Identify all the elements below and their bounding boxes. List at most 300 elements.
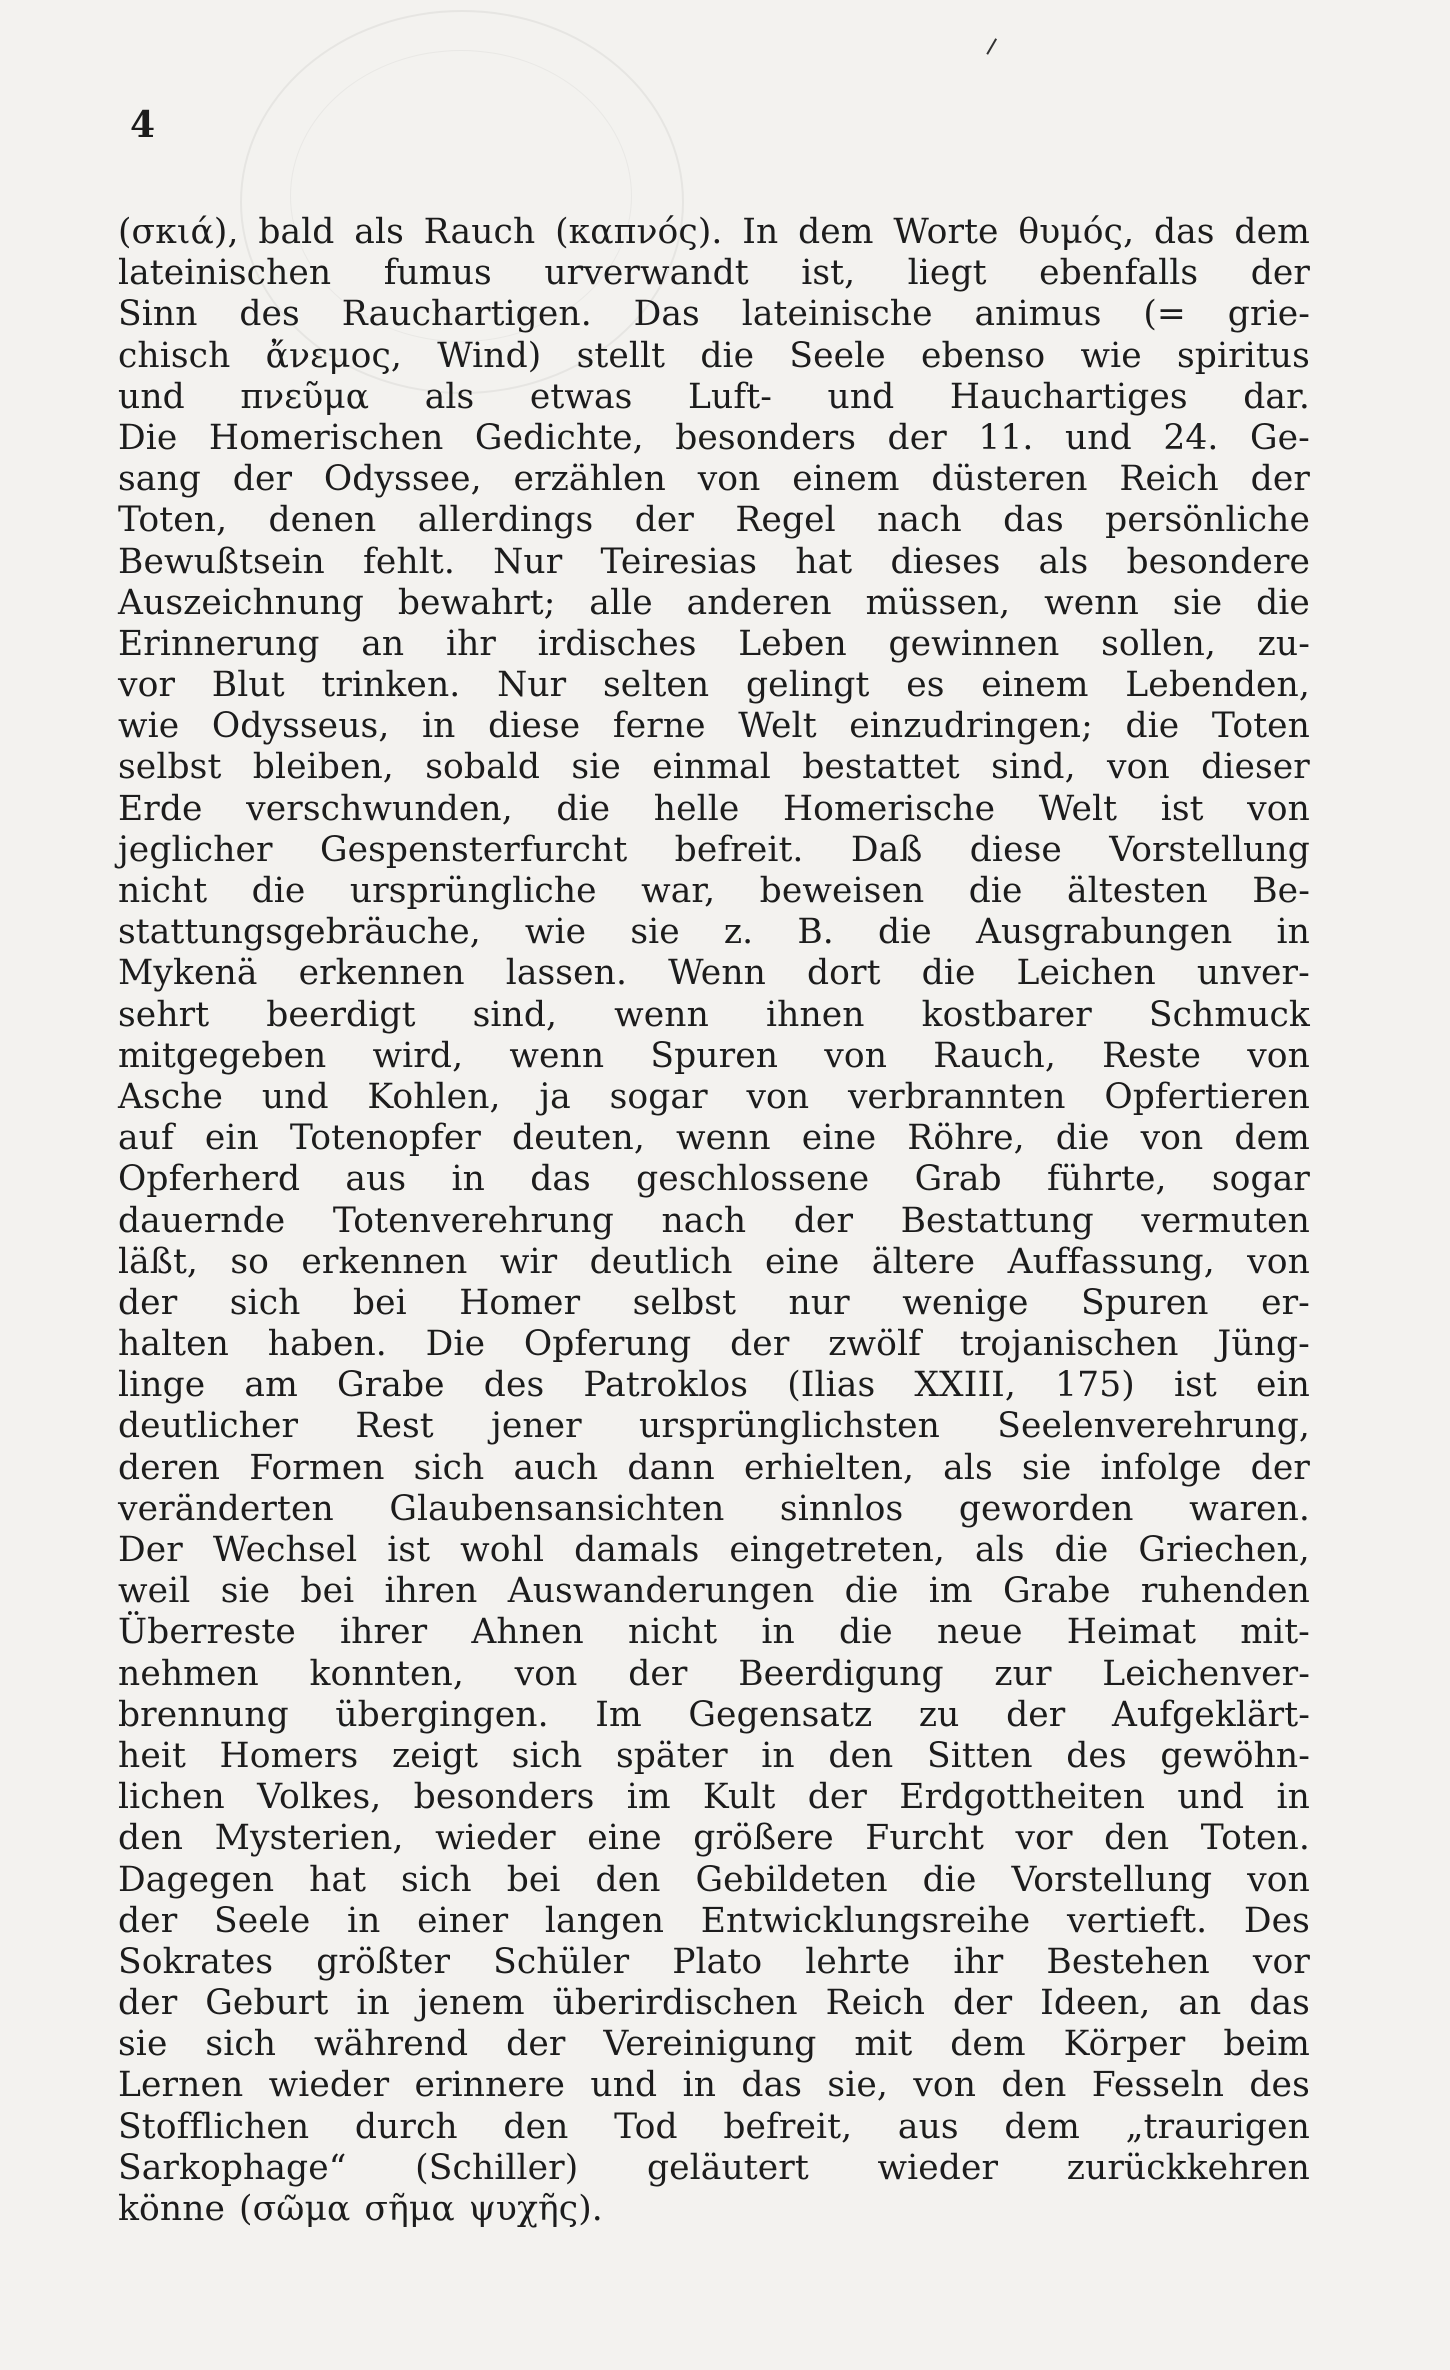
word: von <box>514 1653 578 1694</box>
word: irdisches <box>537 623 697 664</box>
word: und <box>827 376 895 417</box>
word: Seele <box>213 1900 311 1941</box>
text-line <box>118 1159 1310 1200</box>
word: langen <box>544 1900 665 1941</box>
word: die <box>1256 582 1310 623</box>
word: Patroklos <box>583 1365 749 1406</box>
word: die <box>844 1571 899 1612</box>
word: Tod <box>614 2106 678 2147</box>
word: ihr <box>953 1941 1004 1982</box>
word: z. <box>723 912 754 953</box>
word: ein <box>1255 1365 1310 1406</box>
word: spiritus <box>1176 335 1310 376</box>
word: bestattet <box>802 747 960 788</box>
word: jenem <box>417 1983 525 2024</box>
word: von <box>697 459 761 500</box>
text-line <box>118 583 1310 624</box>
word: Überreste <box>118 1612 296 1653</box>
word: eine <box>587 1818 662 1859</box>
word: Vorstellung <box>1109 829 1310 870</box>
word: Sinn <box>118 294 198 335</box>
word: an <box>1178 1983 1222 2024</box>
text-line <box>118 1777 1310 1818</box>
word: der <box>730 1324 790 1365</box>
word: das <box>741 2065 803 2106</box>
word: und <box>590 2065 658 2106</box>
word: In <box>742 212 779 252</box>
word: von <box>1247 1241 1310 1282</box>
word: den <box>118 1818 184 1859</box>
word: in <box>761 1735 795 1776</box>
word: ebenso <box>921 335 1046 376</box>
word: aus <box>345 1159 407 1200</box>
word: eine <box>764 1241 840 1282</box>
word: unver- <box>1196 953 1310 994</box>
word: Gedichte, <box>474 417 644 458</box>
word: Volkes, <box>257 1777 382 1818</box>
word: und <box>261 1076 329 1117</box>
word: deutlicher <box>118 1406 299 1447</box>
word: helle <box>653 788 740 829</box>
word: veränderten <box>118 1488 334 1529</box>
word: den <box>1104 1818 1170 1859</box>
word: Luft- <box>688 376 772 417</box>
word: sogar <box>1211 1159 1310 1200</box>
word: Wechsel <box>212 1530 358 1570</box>
word: der <box>887 417 947 458</box>
word: Seelenverehrung, <box>997 1406 1310 1447</box>
word: selbst <box>632 1282 737 1323</box>
word: sie <box>1021 1447 1072 1488</box>
word: die <box>251 871 306 911</box>
word: als <box>424 376 475 417</box>
word: Asche <box>118 1076 224 1117</box>
word: B. <box>797 912 834 953</box>
word: sie <box>220 1571 271 1612</box>
word: beim <box>1223 2024 1310 2065</box>
word: verschwunden, <box>246 788 513 829</box>
text-line <box>118 500 1310 541</box>
word: Rauch, <box>933 1035 1056 1076</box>
text-line <box>118 789 1310 830</box>
text-line <box>118 294 1310 335</box>
word: lateinischen <box>118 253 332 294</box>
word: ja <box>539 1076 571 1117</box>
word: die <box>1054 1530 1109 1570</box>
word: eingetreten, <box>729 1530 945 1570</box>
word: in <box>761 1612 795 1653</box>
word: ursprüngliche <box>349 871 597 911</box>
word: bei <box>300 1571 355 1612</box>
text-line <box>118 1365 1310 1406</box>
word: der <box>1250 1447 1310 1488</box>
word: von <box>824 1035 888 1076</box>
word: vertieft. <box>1066 1900 1208 1941</box>
word: weil <box>118 1571 191 1612</box>
word: gewöhn- <box>1160 1735 1310 1776</box>
word: ferne <box>612 706 706 747</box>
word: Kult <box>702 1777 776 1818</box>
word: ihr <box>445 623 496 664</box>
word: wenn <box>509 1035 605 1076</box>
word: bei <box>506 1859 561 1900</box>
word: der <box>952 1983 1013 2024</box>
word: Auswanderungen <box>507 1571 815 1612</box>
word: (σῶμα <box>239 2189 351 2229</box>
word: Furcht <box>865 1818 984 1859</box>
word: dem <box>1234 1118 1310 1159</box>
word: infolge <box>1100 1447 1222 1488</box>
word: Des <box>1243 1900 1310 1941</box>
word: geworden <box>958 1488 1134 1529</box>
word: θυμός, <box>1018 212 1135 252</box>
word: kostbarer <box>921 994 1092 1035</box>
word: Vereinigung <box>603 2024 817 2065</box>
word: ist <box>1160 788 1204 829</box>
word: Erdgottheiten <box>899 1777 1146 1818</box>
word: zu <box>918 1694 960 1735</box>
word: Körper <box>1063 2024 1186 2065</box>
word: Im <box>595 1694 642 1735</box>
word: besonders <box>675 417 857 458</box>
word: ihren <box>384 1571 478 1612</box>
word: der <box>1006 1694 1066 1735</box>
word: geläutert <box>646 2147 809 2188</box>
word: düsteren <box>931 459 1088 500</box>
word: erinnere <box>414 2065 566 2106</box>
word: vor <box>118 665 176 706</box>
word: animus <box>974 294 1102 335</box>
word: Dagegen <box>118 1859 275 1900</box>
text-line <box>118 1036 1310 1077</box>
word: 175) <box>1055 1365 1135 1406</box>
word: sinnlos <box>779 1488 904 1529</box>
word: nach <box>661 1200 747 1241</box>
word: Homers <box>219 1735 359 1776</box>
word: müssen, <box>865 582 1011 623</box>
word: Opferung <box>523 1324 692 1365</box>
word: vor <box>1015 1818 1073 1859</box>
word: wird, <box>372 1035 464 1076</box>
word: sie <box>118 2024 168 2065</box>
text-line <box>118 1448 1310 1489</box>
word: nehmen <box>118 1653 259 1694</box>
word: (= <box>1143 294 1186 335</box>
word: sich <box>401 1859 472 1900</box>
word: sobald <box>425 747 541 788</box>
word: und <box>1064 417 1132 458</box>
word: hat <box>309 1859 367 1900</box>
word: Gebildeten <box>695 1859 888 1900</box>
word: Sokrates <box>118 1941 274 1982</box>
word: des <box>1249 2065 1310 2106</box>
word: von <box>746 1076 810 1117</box>
word: wie <box>1080 335 1142 376</box>
word: übergingen. <box>335 1694 549 1735</box>
word: Lebenden, <box>1125 665 1310 706</box>
word: gelingt <box>746 665 870 706</box>
word: im <box>626 1777 671 1818</box>
word: einer <box>417 1900 509 1941</box>
page-number: 4 <box>130 104 156 146</box>
pencil-mark <box>986 38 1005 60</box>
word: Ideen, <box>1040 1983 1151 2024</box>
word: im <box>928 1571 973 1612</box>
word: am <box>244 1365 298 1406</box>
word: als <box>1038 541 1089 582</box>
word: der <box>118 1900 178 1941</box>
word: befreit, <box>723 2106 853 2147</box>
word: bewahrt; <box>397 582 556 623</box>
word: Schmuck <box>1148 994 1310 1035</box>
text-line <box>118 912 1310 953</box>
word: das <box>1153 212 1215 252</box>
word: wieder <box>877 2147 999 2188</box>
word: Opfertieren <box>1104 1076 1310 1117</box>
word: die <box>877 912 932 953</box>
word: ihrer <box>340 1612 428 1653</box>
word: urverwandt <box>544 253 749 294</box>
word: Teiresias <box>600 541 758 582</box>
word: halten <box>118 1324 229 1365</box>
word: Gespensterfurcht <box>319 829 628 870</box>
text-line <box>118 542 1310 583</box>
word: wieder <box>435 1818 556 1859</box>
word: Rauchartigen. <box>341 294 592 335</box>
word: Auszeichnung <box>118 582 364 623</box>
word: der <box>628 1653 688 1694</box>
word: beerdigt <box>266 994 416 1035</box>
word: Odysseus, <box>211 706 390 747</box>
word: damals <box>574 1530 700 1570</box>
word: erhielten, <box>743 1447 915 1488</box>
word: Reich <box>1119 459 1219 500</box>
word: jeglicher <box>118 829 273 870</box>
word: Rauch <box>423 212 536 252</box>
text-line <box>118 1489 1310 1530</box>
word: wenige <box>902 1282 1029 1323</box>
word: Spuren <box>1080 1282 1209 1323</box>
word: Bestattung <box>900 1200 1094 1241</box>
word: der <box>1250 253 1310 294</box>
word: deuten, <box>512 1118 645 1159</box>
word: Heimat <box>1066 1612 1197 1653</box>
word: persönliche <box>1105 500 1310 541</box>
word: ruhenden <box>1140 1571 1310 1612</box>
word: die <box>838 1612 893 1653</box>
body-text <box>118 212 1310 2230</box>
text-line <box>118 665 1310 706</box>
word: bleiben, <box>252 747 394 788</box>
word: Gegensatz <box>688 1694 873 1735</box>
word: Hauchartiges <box>949 376 1188 417</box>
word: als <box>354 212 404 252</box>
word: Nur <box>493 541 563 582</box>
word: „traurigen <box>1125 2106 1310 2147</box>
word: war, <box>641 871 716 911</box>
word: nicht <box>118 871 208 911</box>
word: befreit. <box>674 829 804 870</box>
word: läßt, <box>118 1241 198 1282</box>
text-line <box>118 1860 1310 1901</box>
word: größter <box>316 1941 451 1982</box>
word: dem <box>1004 2106 1080 2147</box>
word: lassen. <box>505 953 628 994</box>
word: der <box>1250 459 1310 500</box>
word: Seele <box>789 335 886 376</box>
word: Wind) <box>437 335 542 376</box>
word: Leichenver- <box>1102 1653 1310 1694</box>
word: erzählen <box>513 459 666 500</box>
word: ein <box>204 1118 259 1159</box>
word: gewinnen <box>888 623 1060 664</box>
word: Nur <box>497 665 567 706</box>
word: Stofflichen <box>118 2106 310 2147</box>
word: konnten, <box>309 1653 464 1694</box>
word: dar. <box>1243 376 1310 417</box>
word: Ge- <box>1249 417 1310 458</box>
word: liegt <box>907 253 987 294</box>
word: diese <box>969 829 1062 870</box>
text-line <box>118 2107 1310 2148</box>
word: durch <box>354 2106 458 2147</box>
word: nicht <box>628 1612 718 1653</box>
word: des <box>1066 1735 1127 1776</box>
word: auf <box>118 1118 174 1159</box>
word: Opferherd <box>118 1159 301 1200</box>
word: die <box>921 953 976 994</box>
word: so <box>230 1241 270 1282</box>
word: Spuren <box>650 1035 779 1076</box>
word: in <box>682 2065 717 2106</box>
word: es <box>906 665 945 706</box>
word: Leichen <box>1016 953 1156 994</box>
word: stattungsgebräuche, <box>118 912 481 953</box>
word: Daß <box>850 829 923 870</box>
word: chisch <box>118 335 231 376</box>
text-line <box>118 1530 1310 1571</box>
word: einzudringen; <box>849 706 1093 747</box>
word: Mysterien, <box>214 1818 404 1859</box>
word: Schüler <box>493 1941 630 1982</box>
word: sie, <box>827 2065 888 2106</box>
word: Ausgrabungen <box>975 912 1233 953</box>
text-line <box>118 1406 1310 1447</box>
word: wenn <box>675 1118 771 1159</box>
word: dann <box>627 1447 715 1488</box>
word: dort <box>807 953 881 994</box>
word: jener <box>491 1406 582 1447</box>
text-line <box>118 1283 1310 1324</box>
word: besonders <box>413 1777 595 1818</box>
word: der <box>634 500 694 541</box>
word: haben. <box>267 1324 387 1365</box>
word: Die <box>425 1324 486 1365</box>
word: deren <box>118 1447 221 1488</box>
word: überirdischen <box>552 1983 798 2024</box>
word: den <box>595 1859 661 1900</box>
word: mit <box>854 2024 913 2065</box>
word: lehrte <box>805 1941 911 1982</box>
word: von <box>913 2065 977 2106</box>
word: sie <box>1172 582 1223 623</box>
word: ἄνεμος, <box>265 335 402 376</box>
word: Aufgeklärt- <box>1111 1694 1310 1735</box>
word: zurückkehren <box>1066 2147 1310 2188</box>
text-line <box>118 2065 1310 2106</box>
word: wir <box>499 1241 558 1282</box>
word: Formen <box>249 1447 385 1488</box>
word: diese <box>488 706 581 747</box>
text-line <box>118 377 1310 418</box>
word: (καπνός). <box>555 212 723 252</box>
word: Welt <box>738 706 817 747</box>
word: Bewußtsein <box>118 541 325 582</box>
word: später <box>615 1735 728 1776</box>
text-line <box>118 1983 1310 2024</box>
word: erkennen <box>301 1241 468 1282</box>
word: Erinnerung <box>118 623 320 664</box>
text-line <box>118 418 1310 459</box>
word: XXIII, <box>914 1365 1016 1406</box>
word: (Schiller) <box>415 2147 579 2188</box>
word: Ahnen <box>471 1612 584 1653</box>
text-line <box>118 624 1310 665</box>
word: auch <box>513 1447 599 1488</box>
word: in <box>1276 1777 1310 1818</box>
word: von <box>1140 1118 1204 1159</box>
word: das <box>530 1159 591 1200</box>
word: sind, <box>472 994 558 1035</box>
word: Wenn <box>668 953 766 994</box>
word: dem <box>798 212 874 252</box>
word: dauernde <box>118 1200 286 1241</box>
text-line <box>118 253 1310 294</box>
text-line <box>118 1942 1310 1983</box>
word: Vorstellung <box>1011 1859 1213 1900</box>
word: das <box>1003 500 1064 541</box>
word: der <box>807 1777 868 1818</box>
word: der <box>793 1200 854 1241</box>
text-line <box>118 1818 1310 1859</box>
word: das <box>1249 1983 1310 2024</box>
text-line <box>118 336 1310 377</box>
word: zur <box>994 1653 1052 1694</box>
word: Totenverehrung <box>332 1200 614 1241</box>
word: von <box>1107 747 1170 788</box>
word: als <box>974 1530 1025 1570</box>
word: sehrt <box>118 994 210 1035</box>
word: Röhre, <box>907 1118 1025 1159</box>
word: 24. <box>1163 417 1219 458</box>
word: vor <box>1252 1941 1310 1982</box>
word: ursprünglichsten <box>639 1406 940 1447</box>
word: Odyssee, <box>323 459 482 500</box>
word: Leben <box>738 623 847 664</box>
word: Homerischen <box>208 417 444 458</box>
word: Grabe <box>1003 1571 1111 1612</box>
word: sie <box>571 747 621 788</box>
word: linge <box>118 1365 206 1406</box>
text-line <box>118 1736 1310 1777</box>
word: die <box>556 788 611 829</box>
word: aus <box>897 2106 959 2147</box>
word: Regel <box>735 500 836 541</box>
word: Geburt <box>205 1983 329 2024</box>
word: einem <box>792 459 900 500</box>
word: 11. <box>978 417 1034 458</box>
word: Toten <box>1211 706 1310 747</box>
